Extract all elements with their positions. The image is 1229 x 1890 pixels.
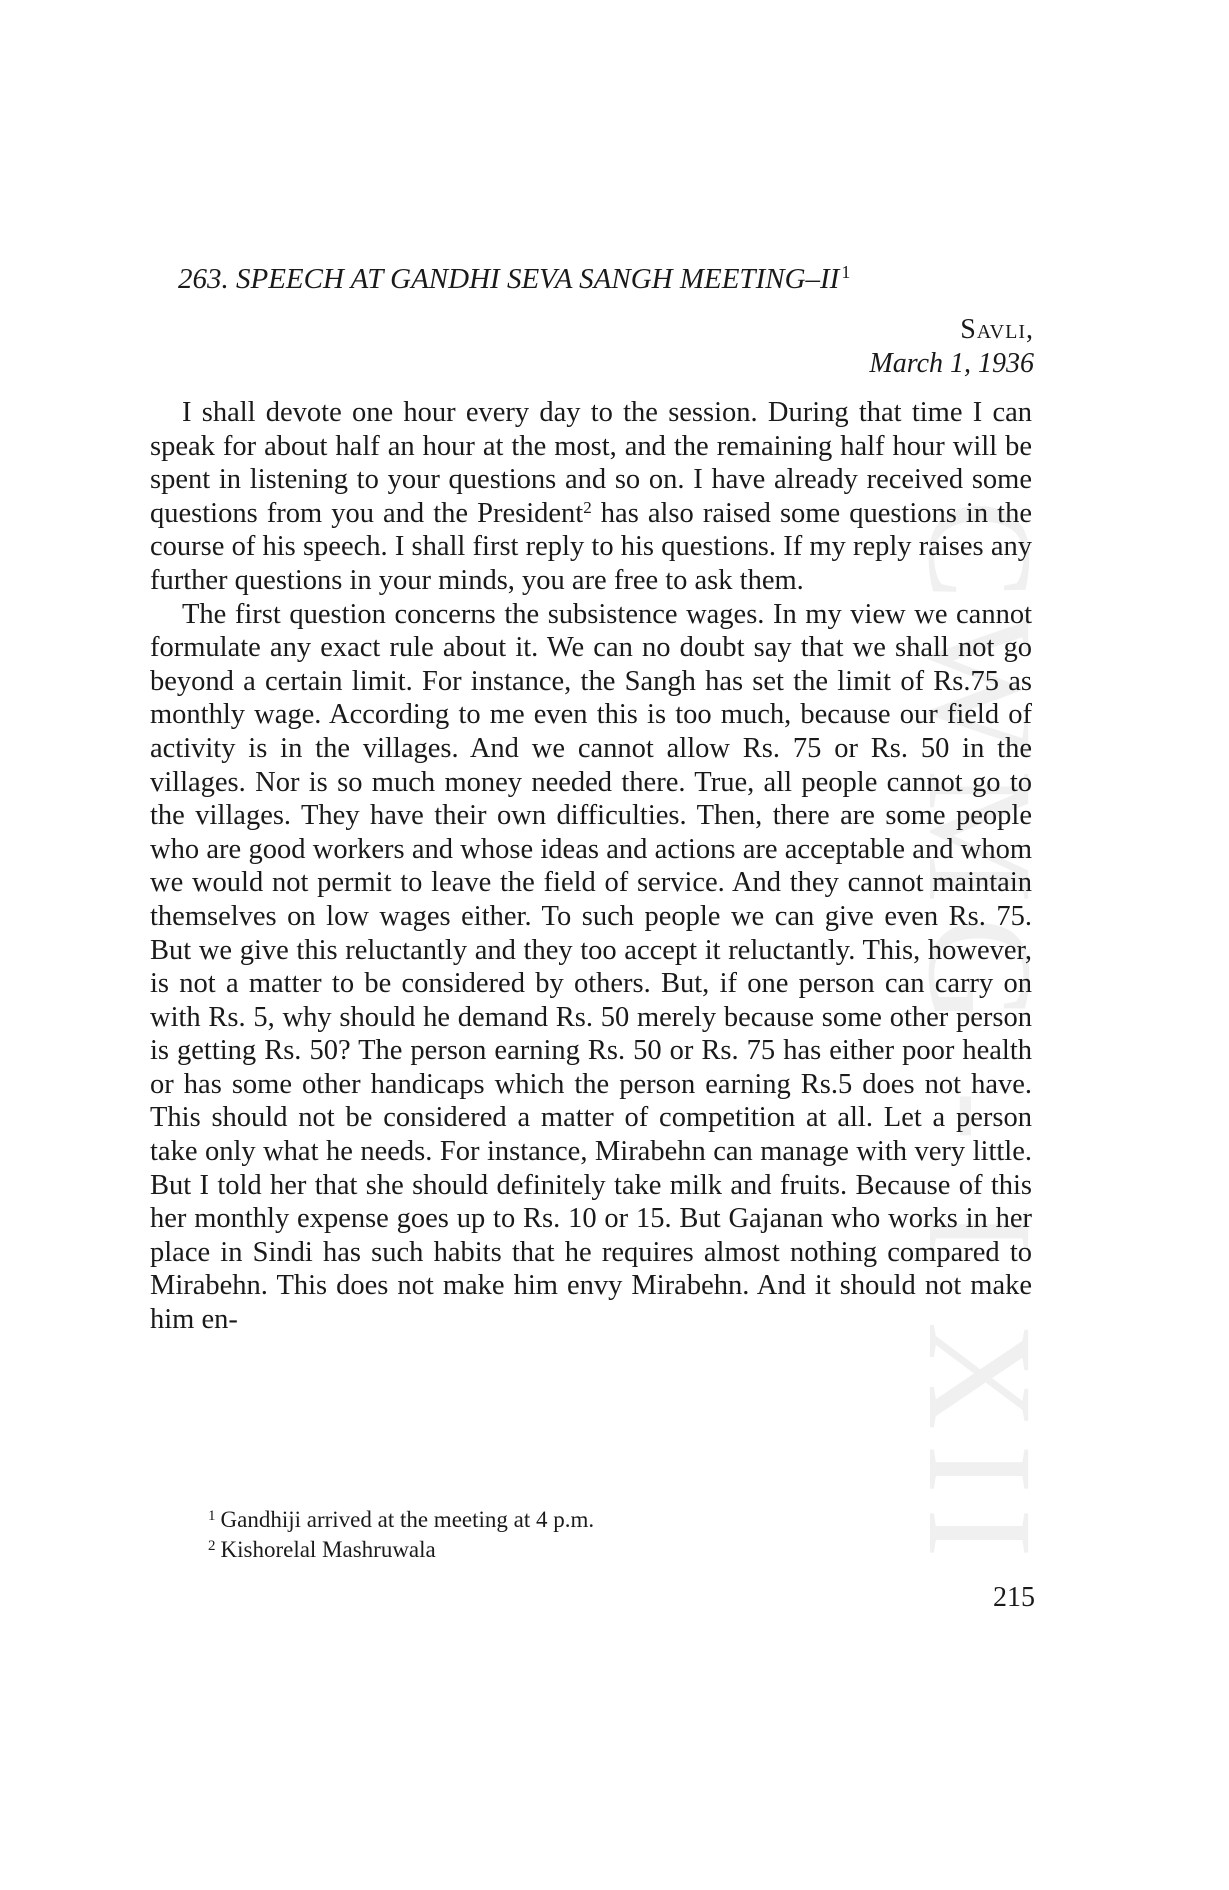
- body-text: [150, 396, 1032, 1337]
- watermark: CWMG - I XII: [897, 500, 1063, 1572]
- page-number: 215: [993, 1582, 1035, 1613]
- section-heading: [178, 262, 850, 296]
- footnote-1: [208, 1505, 594, 1535]
- paragraph-1-text-a: I shall devote one hour every day to the session. During that time I can speak for about half an hour at the most, and the remaining half hour will be spent in listening to your questions and so on. I have already received some questions from you and the President: [150, 397, 1032, 529]
- dateline-date: March 1, 1936: [869, 348, 1034, 379]
- section-title: SPEECH AT GANDHI SEVA SANGH MEETING–II: [236, 263, 840, 295]
- paragraph-1: [150, 396, 1032, 598]
- footnote-2-marker: 2: [208, 1538, 216, 1554]
- footnotes: [208, 1505, 594, 1565]
- footnote-2: [208, 1535, 594, 1565]
- paragraph-2: The first question concerns the subsistence wages. In my view we cannot formulate any exact rule about it. We can no doubt say that we shall not go beyond a certain limit. For instance, the Sangh has set the limit of Rs.75 as monthly wage. According to me even this is too much, because our field of activity is in the villages. And we cannot allow Rs. 75 or Rs. 50 in the villages. Nor is so much money needed there. True, all people cannot go to the villages. They have their own difficulties. Then, there are some people who are good workers and whose ideas and actions are acceptable and whom we would not permit to leave the field of service. And they cannot maintain themselves on low wages either. To such people we can give even Rs. 75. But we give this reluctantly and they too accept it reluctantly. This, however, is not a matter to be considered by others. But, if one person can carry on with Rs. 5, why should he demand Rs. 50 merely because some other person is getting Rs. 50? The person earning Rs. 50 or Rs. 75 has either poor health or has some other handicaps which the person earning Rs.5 does not have. This should not be considered a matter of competition at all. Let a person take only what he needs. For instance, Mirabehn can manage with very little. But I told her that she should definitely take milk and fruits. Because of this her monthly expense goes up to Rs. 10 or 15. But Gajanan who works in her place in Sindi has such habits that he requires almost nothing compared to Mirabehn. This does not make him envy Mirabehn. And it should not make him en-: [150, 598, 1032, 1336]
- footnote-1-text: Gandhiji arrived at the meeting at 4 p.m.: [220, 1507, 595, 1532]
- section-number: 263.: [178, 263, 229, 295]
- footnote-1-marker: 1: [208, 1508, 216, 1524]
- dateline-place: Savli,: [960, 314, 1034, 345]
- paragraph-1-footnote-ref: 2: [583, 497, 592, 517]
- heading-footnote-ref: 1: [841, 262, 851, 282]
- paragraph-1-text-b: has also raised some questions in the course of his speech. I shall first reply to his questions. If my reply raises any further questions in your minds, you are free to ask them.: [150, 497, 1032, 596]
- footnote-2-text: Kishorelal Mashruwala: [220, 1537, 436, 1562]
